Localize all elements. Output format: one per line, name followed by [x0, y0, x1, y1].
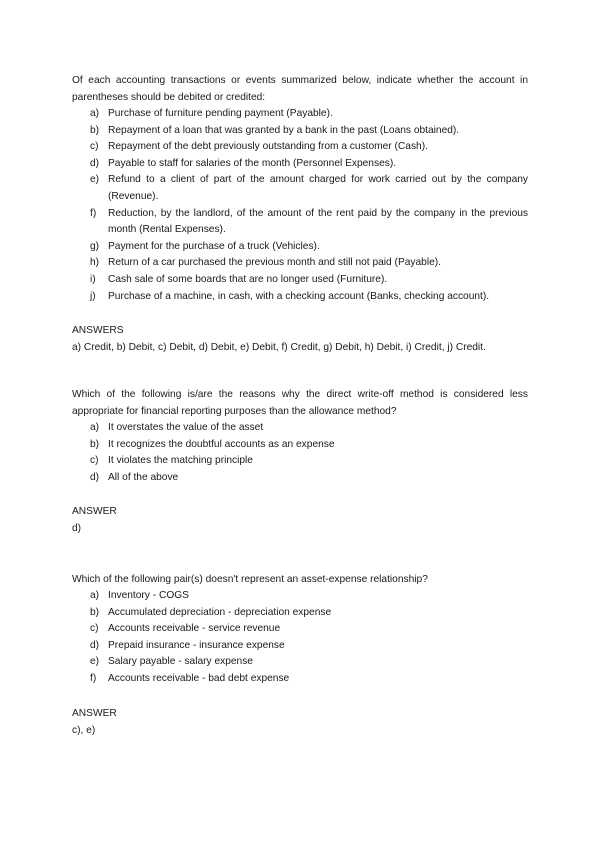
option-item — [72, 272, 528, 289]
option-item — [72, 123, 528, 140]
option-letter: c) — [90, 455, 99, 467]
option-letter: c) — [90, 623, 99, 635]
option-text: Prepaid insurance - insurance expense — [108, 639, 285, 651]
question-stem: Which of the following pair(s) doesn't represent an asset-expense relationship? — [72, 574, 428, 585]
option-text: Return of a car purchased the previous month and still not paid (Payable). — [108, 257, 441, 269]
option-letter: a) — [90, 590, 100, 601]
option-text: Accounts receivable - bad debt expense — [108, 672, 290, 684]
option-text: Refund to a client of part of the amount charged for work carried out by the company (Revenue). — [108, 174, 528, 202]
option-item — [72, 289, 528, 306]
option-letter: b) — [90, 606, 100, 618]
option-item — [72, 437, 528, 454]
option-letter: c) — [90, 141, 99, 153]
option-letter: a) — [90, 108, 100, 119]
option-text: Payment for the purchase of a truck (Vehicles). — [108, 240, 320, 252]
option-item — [72, 139, 528, 156]
option-item — [72, 638, 528, 655]
option-letter: i) — [90, 273, 96, 285]
option-letter: j) — [90, 290, 96, 302]
option-item — [72, 239, 528, 256]
option-letter: d) — [90, 639, 100, 651]
option-text: Purchase of a machine, in cash, with a checking account (Banks, checking account). — [108, 290, 490, 302]
option-item — [72, 255, 528, 272]
option-item — [72, 420, 528, 437]
option-text: Inventory - COGS — [108, 590, 189, 601]
option-letter: g) — [90, 240, 100, 252]
question-2 — [72, 386, 528, 537]
question-stem: Of each accounting transactions or events summarized below, indicate whether the account in parentheses should be debited or credited: — [72, 75, 528, 103]
option-letter: a) — [90, 422, 100, 433]
option-text: Repayment of a loan that was granted by a bank in the past (Loans obtained). — [108, 124, 460, 136]
question-3 — [72, 571, 528, 739]
option-item — [72, 172, 528, 205]
option-item — [72, 654, 528, 671]
option-letter: d) — [90, 471, 100, 483]
option-letter: f) — [90, 207, 97, 219]
option-item — [72, 605, 528, 622]
option-letter: b) — [90, 438, 100, 450]
option-letter: e) — [90, 174, 100, 186]
option-letter: b) — [90, 124, 100, 136]
option-letter: e) — [90, 656, 100, 668]
option-text: Cash sale of some boards that are no longer used (Furniture). — [108, 273, 388, 285]
option-text: Payable to staff for salaries of the month (Personnel Expenses). — [108, 157, 397, 169]
option-item — [72, 621, 528, 638]
option-item — [72, 588, 528, 605]
option-list — [72, 420, 528, 486]
option-text: All of the above — [108, 471, 179, 483]
option-item — [72, 206, 528, 239]
option-text: Accumulated depreciation - depreciation expense — [108, 606, 332, 618]
option-text: Purchase of furniture pending payment (Payable). — [108, 108, 333, 119]
answer-label: ANSWER — [72, 707, 117, 719]
option-item — [72, 156, 528, 173]
option-text: Salary payable - salary expense — [108, 656, 253, 668]
option-text: It recognizes the doubtful accounts as an expense — [108, 438, 335, 450]
option-text: Accounts receivable - service revenue — [108, 623, 281, 635]
option-letter: f) — [90, 672, 97, 684]
option-list — [72, 588, 528, 688]
option-text: It violates the matching principle — [108, 455, 253, 467]
option-item — [72, 671, 528, 688]
option-list — [72, 106, 528, 305]
option-letter: d) — [90, 157, 100, 169]
answer-value: c), e) — [72, 724, 96, 736]
option-text: Reduction, by the landlord, of the amount of the rent paid by the company in the previous month (Rental Expenses). — [108, 207, 528, 236]
answer-value: d) — [72, 523, 82, 535]
answer-label: ANSWERS — [72, 325, 124, 337]
option-letter: h) — [90, 257, 100, 269]
option-item — [72, 470, 528, 487]
question-1 — [72, 72, 528, 356]
answer-label: ANSWER — [72, 506, 117, 518]
option-text: Repayment of the debt previously outstanding from a customer (Cash). — [108, 141, 428, 153]
question-stem: Which of the following is/are the reasons why the direct write-off method is considered less appropriate for financial reporting purposes than the allowance method? — [72, 389, 528, 417]
option-item — [72, 453, 528, 470]
option-text: It overstates the value of the asset — [108, 422, 264, 433]
option-item — [72, 106, 528, 123]
answer-value: a) Credit, b) Debit, c) Debit, d) Debit, e) Debit, f) Credit, g) Debit, h) Debit, i) Credit, j) Credit. — [72, 342, 486, 354]
